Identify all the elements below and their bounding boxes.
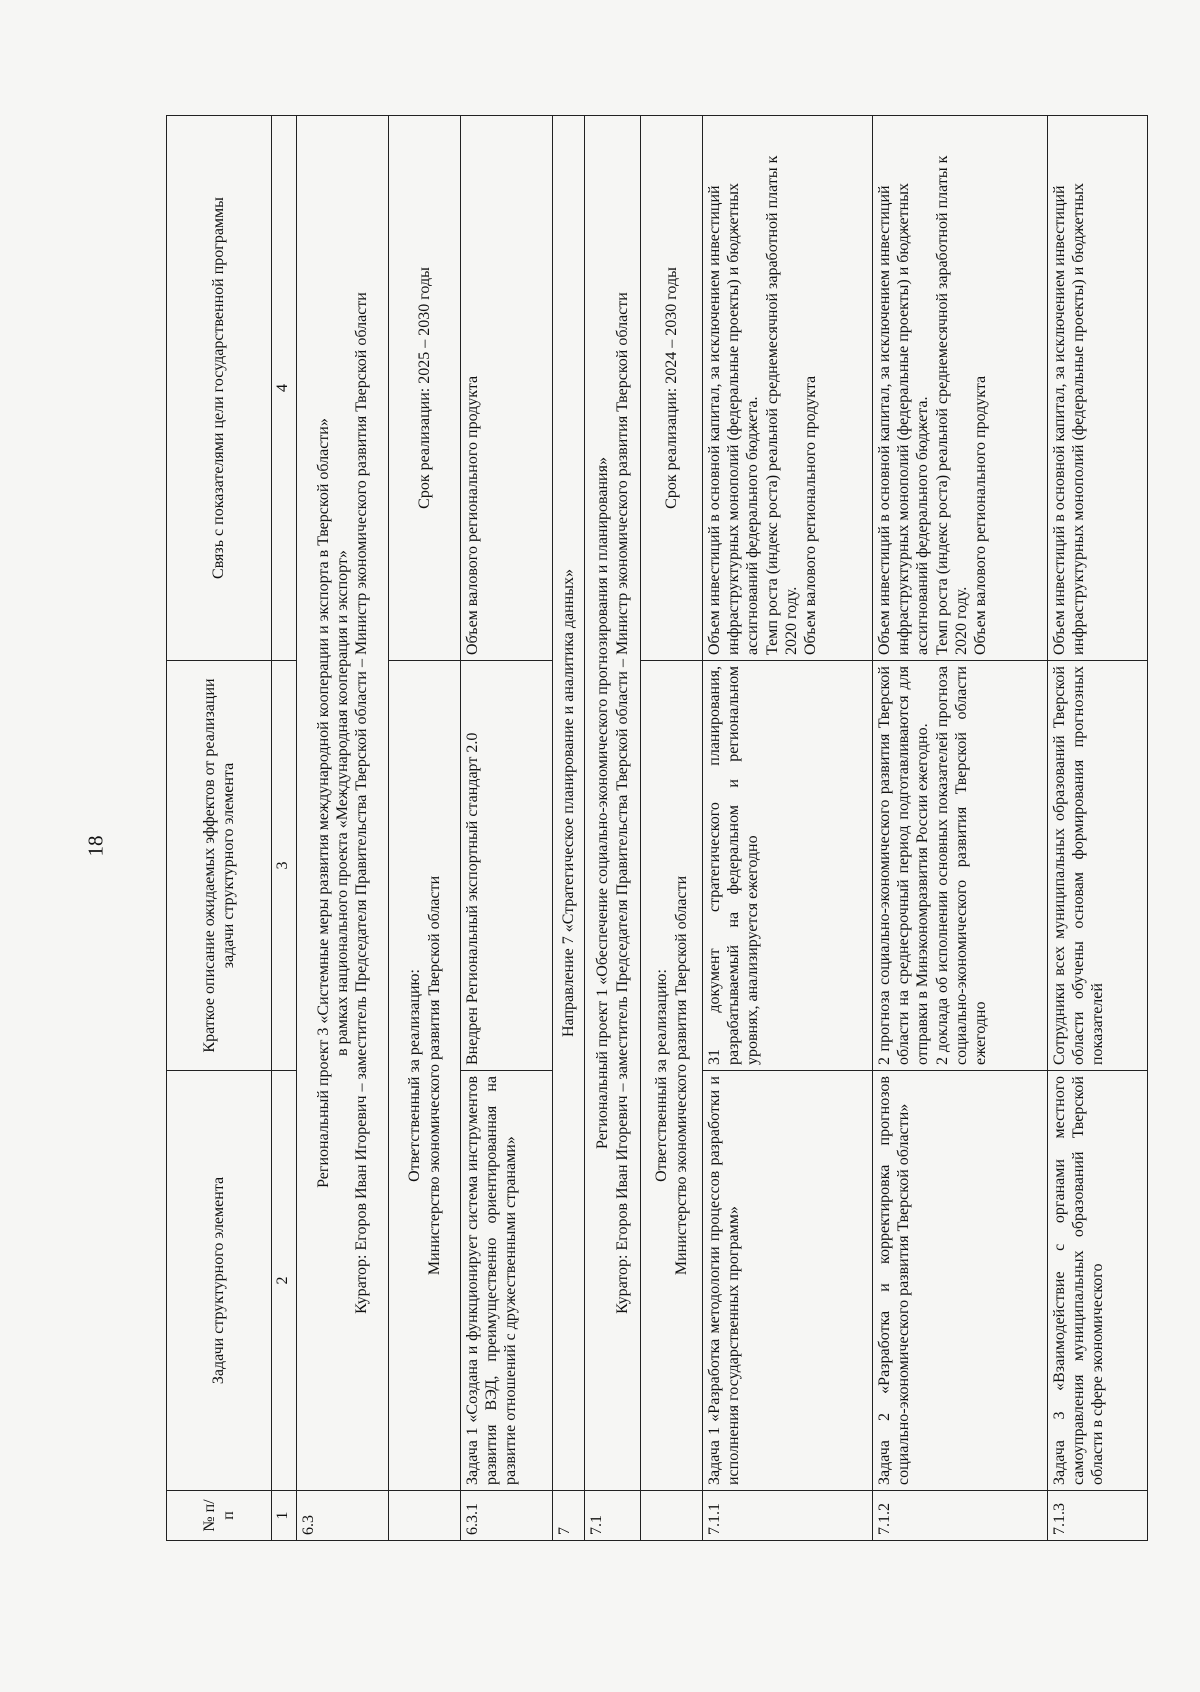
column-number: 3 — [272, 661, 297, 1071]
link-item: Темп роста (индекс роста) реальной среднемесячной заработной платы к 2020 году. — [933, 155, 970, 655]
header-effects: Краткое описание ожидаемых эффектов от реализации задачи структурного элемента — [167, 661, 272, 1071]
column-number: 4 — [272, 116, 297, 661]
link-cell: Объем инвестиций в основной капитал, за исключением инвестиций инфраструктурных монополий (федеральные проекты) и бюджетных — [1048, 116, 1148, 661]
header-row — [167, 116, 272, 1541]
project-row-6-3 — [297, 116, 389, 1541]
responsible-cell — [641, 661, 703, 1491]
effect-cell — [873, 661, 1048, 1071]
project-curator: Куратор: Егоров Иван Игоревич – заместитель Председателя Правительства Тверской области – Министр экономического развития Тверской области — [353, 292, 371, 1314]
project-title: Региональный проект 1 «Обеспечение социально-экономического прогнозирования и планирования» — [594, 457, 612, 1149]
direction-title: Направление 7 «Стратегическое планирование и аналитика данных» — [553, 116, 585, 1491]
responsible-label: Ответственный за реализацию: — [653, 969, 671, 1182]
task-cell: Задача 1 «Разработка методологии процессов разработки и исполнения государственных программ» — [703, 1071, 873, 1491]
responsible-row-7-1 — [641, 116, 703, 1541]
term-cell: Срок реализации: 2024 – 2030 годы — [641, 116, 703, 661]
task-cell: Задача 1 «Создана и функционирует система инструментов развития ВЭД, преимущественно ориентированная на развитие отношений с дружественными странами» — [461, 1071, 553, 1491]
link-item: Объем валового регионального продукта — [801, 375, 819, 655]
row-number: 7.1 — [585, 1491, 641, 1541]
column-number-row — [272, 116, 297, 1541]
link-item: Темп роста (индекс роста) реальной среднемесячной заработной платы к 2020 году. — [763, 155, 800, 655]
responsible-value: Министерство экономического развития Тверской области — [425, 875, 443, 1276]
task-cell: Задача 2 «Разработка и корректировка прогнозов социально-экономического развития Тверской области» — [873, 1071, 1048, 1491]
column-number: 1 — [272, 1491, 297, 1541]
row-number: 6.3.1 — [461, 1491, 553, 1541]
responsible-row-6-3 — [389, 116, 461, 1541]
link-cell — [873, 116, 1048, 661]
link-item: Объем валового регионального продукта — [971, 375, 989, 655]
link-cell: Объем валового регионального продукта — [461, 116, 553, 661]
task-row-7-1-1 — [703, 116, 873, 1541]
project-curator: Куратор: Егоров Иван Игоревич – заместитель Председателя Правительства Тверской области – Министр экономического развития Тверской области — [613, 292, 631, 1314]
responsible-cell — [389, 661, 461, 1491]
rotated-table-container — [166, 116, 1107, 1541]
project-row-7-1 — [585, 116, 641, 1541]
effect-cell: 31 документ стратегического планирования, разрабатываемый на федеральном и региональном уровнях, анализируется ежегодно — [703, 661, 873, 1071]
row-number: 6.3 — [297, 1491, 389, 1541]
project-national: в рамках национального проекта «Международная кооперация и экспорт» — [333, 550, 351, 1056]
task-row-7-1-3 — [1048, 116, 1148, 1541]
link-cell — [703, 116, 873, 661]
effect-item: 2 прогноза социально-экономического развития Тверской области на среднесрочный период подготавливаются для отправки в Минэкономразвития России ежегодно. — [876, 666, 932, 1065]
row-number: 7.1.2 — [873, 1491, 1048, 1541]
link-item: Объем инвестиций в основной капитал, за исключением инвестиций инфраструктурных монополий (федеральные проекты) и бюджетных ассигнований федерального бюджета. — [876, 183, 932, 655]
header-link: Связь с показателями цели государственной программы — [167, 116, 272, 661]
header-tasks: Задачи структурного элемента — [167, 1071, 272, 1491]
row-number: 7 — [553, 1491, 585, 1541]
project-title-cell — [585, 116, 641, 1491]
effect-cell: Внедрен Региональный экспортный стандарт 2.0 — [461, 661, 553, 1071]
structural-elements-table — [166, 115, 1148, 1541]
task-cell: Задача 3 «Взаимодействие с органами местного самоуправления муниципальных образований Тверской области в сфере экономического — [1048, 1071, 1148, 1491]
page-number: 18 — [83, 835, 108, 857]
column-number: 2 — [272, 1071, 297, 1491]
effect-item: 2 доклада об исполнении основных показателей прогноза социально-экономического развития Тверской области ежегодно — [933, 666, 989, 1065]
link-item: Объем инвестиций в основной капитал, за исключением инвестиций инфраструктурных монополий (федеральные проекты) и бюджетных ассигнований федерального бюджета. — [706, 183, 762, 655]
task-row-7-1-2 — [873, 116, 1048, 1541]
task-row-6-3-1 — [461, 116, 553, 1541]
term-cell: Срок реализации: 2025 – 2030 годы — [389, 116, 461, 661]
row-number: 7.1.1 — [703, 1491, 873, 1541]
effect-cell: Сотрудники всех муниципальных образований Тверской области обучены основам формирования прогнозных показателей — [1048, 661, 1148, 1071]
header-number: № п/п — [167, 1491, 272, 1541]
row-number: 7.1.3 — [1048, 1491, 1148, 1541]
project-title-cell — [297, 116, 389, 1491]
responsible-label: Ответственный за реализацию: — [406, 969, 424, 1182]
responsible-value: Министерство экономического развития Тверской области — [672, 875, 690, 1276]
project-title: Региональный проект 3 «Системные меры развития международной кооперации и экспорта в Тверской области» — [314, 418, 332, 1188]
direction-row-7 — [553, 116, 585, 1541]
